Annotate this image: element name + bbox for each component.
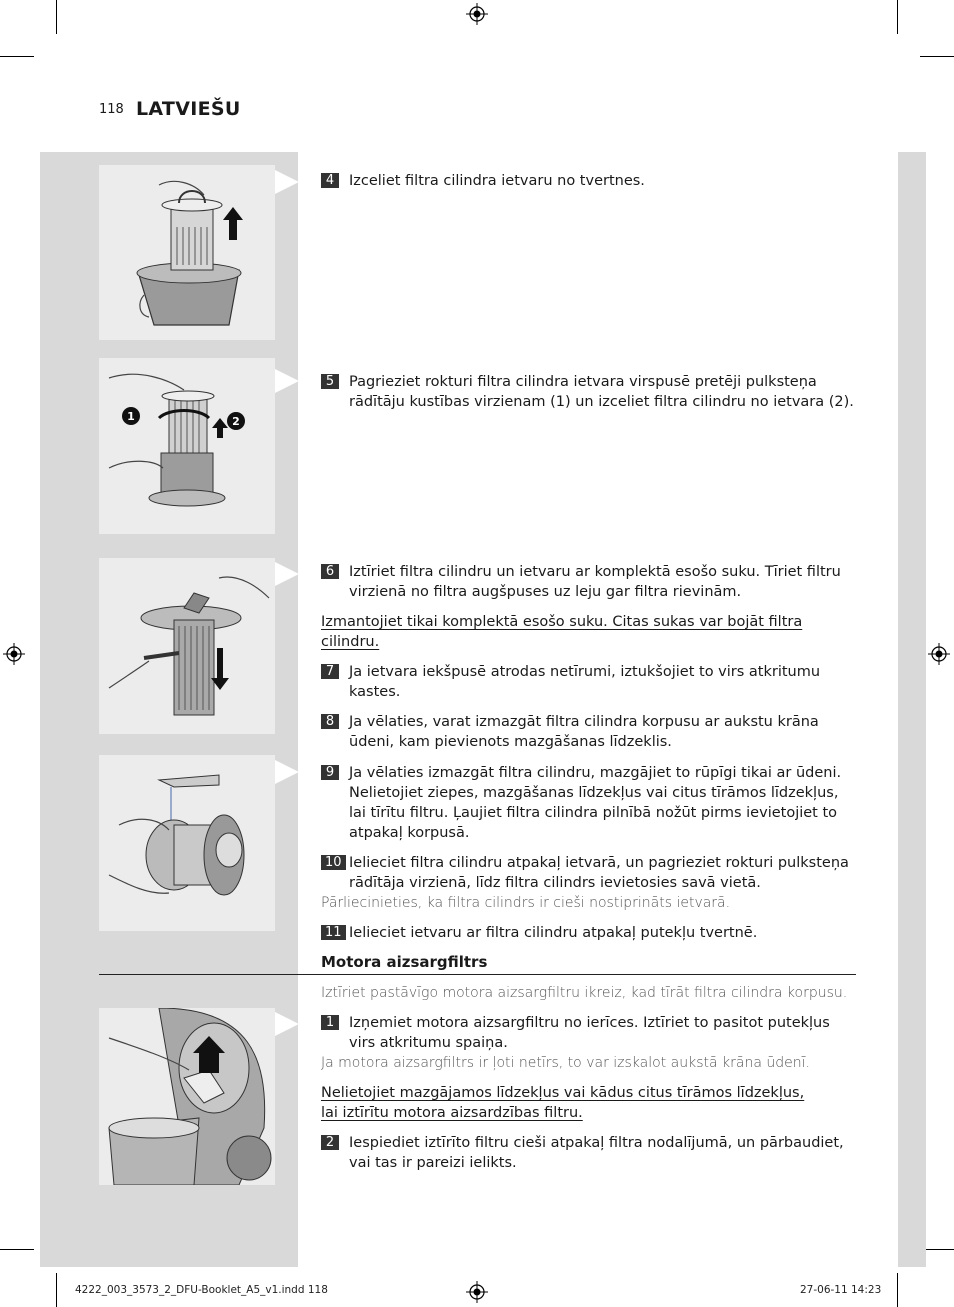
warning-motor-filter: Nelietojiet mazgājamos līdzekļus vai kādus citus tīrāmos līdzekļus, lai iztīrītu motora aizsardzības filtru. bbox=[321, 1085, 805, 1121]
step-number: 11 bbox=[321, 925, 346, 940]
illustration-rinse-filter bbox=[99, 755, 275, 931]
pointer-arrow bbox=[275, 1012, 299, 1036]
step-number: 9 bbox=[321, 765, 339, 780]
step-4 bbox=[321, 171, 856, 191]
note-secure-cylinder: Pārliecinieties, ka filtra cilindrs ir cieši nostiprināts ietvarā. bbox=[321, 895, 731, 911]
crop-mark bbox=[56, 1273, 57, 1307]
step-text: Ja vēlaties izmazgāt filtra cilindru, mazgājiet to rūpīgi tikai ar ūdeni. Nelietojiet ziepes, mazgāšanas līdzekļus vai citus tīrāmos līdzekļus, lai tīrītu filtru. Ļaujiet filtra cilindra pilnībā nožūt pirms ievietojiet to atpakaļ korpusā. bbox=[349, 765, 842, 841]
crop-mark bbox=[897, 0, 898, 34]
step-11 bbox=[321, 923, 856, 943]
step-text: Ja vēlaties, varat izmazgāt filtra cilindra korpusu ar aukstu krāna ūdeni, kam pievienots mazgāšanas līdzeklis. bbox=[349, 714, 819, 750]
registration-mark-icon bbox=[3, 643, 25, 665]
step-text: Iztīriet filtra cilindru un ietvaru ar komplektā esošo suku. Tīriet filtru virzienā no filtra augšpuses uz leju gar filtra rievinām. bbox=[349, 564, 841, 600]
illustration-remove-cylinder bbox=[99, 358, 275, 534]
step-6 bbox=[321, 562, 856, 602]
step-number: 2 bbox=[321, 1135, 339, 1150]
step-5 bbox=[321, 372, 856, 412]
registration-mark-icon bbox=[466, 3, 488, 25]
pointer-arrow bbox=[275, 760, 299, 784]
footer-date: 27-06-11 14:23 bbox=[800, 1284, 882, 1296]
step-text: Ielieciet filtra cilindru atpakaļ ietvarā, un pagrieziet rokturi pulksteņa rādītāja virzienā, līdz filtra cilindrs ievietosies savā vietā. bbox=[349, 855, 849, 891]
section-title: Motora aizsargfiltrs bbox=[321, 953, 488, 971]
illustration-lift-holder bbox=[99, 165, 275, 340]
step-number: 8 bbox=[321, 714, 339, 729]
crop-mark bbox=[920, 56, 954, 57]
step-number: 10 bbox=[321, 855, 346, 870]
crop-mark bbox=[897, 1273, 898, 1307]
crop-mark bbox=[0, 56, 34, 57]
step-number: 5 bbox=[321, 374, 339, 389]
note-rinse-motor-filter: Ja motora aizsargfiltrs ir ļoti netīrs, to var izskalot aukstā krāna ūdenī. bbox=[321, 1055, 810, 1071]
callout-1: 1 bbox=[127, 410, 135, 423]
step-number: 4 bbox=[321, 173, 339, 188]
illustration-brush-clean bbox=[99, 558, 275, 734]
motor-step-1 bbox=[321, 1013, 856, 1053]
step-7 bbox=[321, 662, 856, 702]
crop-mark bbox=[56, 0, 57, 34]
illustration-motor-filter bbox=[99, 1008, 275, 1185]
warning-brush: Izmantojiet tikai komplektā esošo suku. Citas sukas var bojāt filtra cilindru. bbox=[321, 614, 803, 650]
step-text: Izņemiet motora aizsargfiltru no ierīces. Iztīriet to pasitot putekļus virs atkritumu spaiņa. bbox=[349, 1015, 830, 1051]
language-title: LATVIEŠU bbox=[136, 98, 241, 120]
page-number: 118 bbox=[99, 102, 124, 117]
registration-mark-icon bbox=[928, 643, 950, 665]
side-panel bbox=[898, 152, 926, 1267]
pointer-arrow bbox=[275, 170, 299, 194]
step-8 bbox=[321, 712, 856, 752]
step-text: Ielieciet ietvaru ar filtra cilindru atpakaļ putekļu tvertnē. bbox=[349, 925, 758, 941]
step-number: 1 bbox=[321, 1015, 339, 1030]
crop-mark bbox=[0, 1249, 34, 1250]
section-intro: Iztīriet pastāvīgo motora aizsargfiltru ikreiz, kad tīrāt filtra cilindra korpusu. bbox=[321, 985, 848, 1001]
pointer-arrow bbox=[275, 369, 299, 393]
pointer-arrow bbox=[275, 562, 299, 586]
step-10 bbox=[321, 853, 856, 893]
callout-2: 2 bbox=[232, 415, 240, 428]
step-number: 6 bbox=[321, 564, 339, 579]
step-text: Izceliet filtra cilindra ietvaru no tvertnes. bbox=[349, 173, 645, 189]
registration-mark-icon bbox=[466, 1281, 488, 1303]
step-text: Iespiediet iztīrīto filtru cieši atpakaļ filtra nodalījumā, un pārbaudiet, vai tas ir pareizi ielikts. bbox=[349, 1135, 844, 1171]
footer-file: 4222_003_3573_2_DFU-Booklet_A5_v1.indd 118 bbox=[75, 1284, 328, 1296]
step-text: Pagrieziet rokturi filtra cilindra ietvara virspusē pretēji pulksteņa rādītāju kustības virzienam (1) un izceliet filtra cilindru no ietvara (2). bbox=[349, 374, 854, 410]
step-9 bbox=[321, 763, 856, 843]
motor-step-2 bbox=[321, 1133, 856, 1173]
step-number: 7 bbox=[321, 664, 339, 679]
step-text: Ja ietvara iekšpusē atrodas netīrumi, iztukšojiet to virs atkritumu kastes. bbox=[349, 664, 821, 700]
section-divider bbox=[99, 974, 856, 975]
